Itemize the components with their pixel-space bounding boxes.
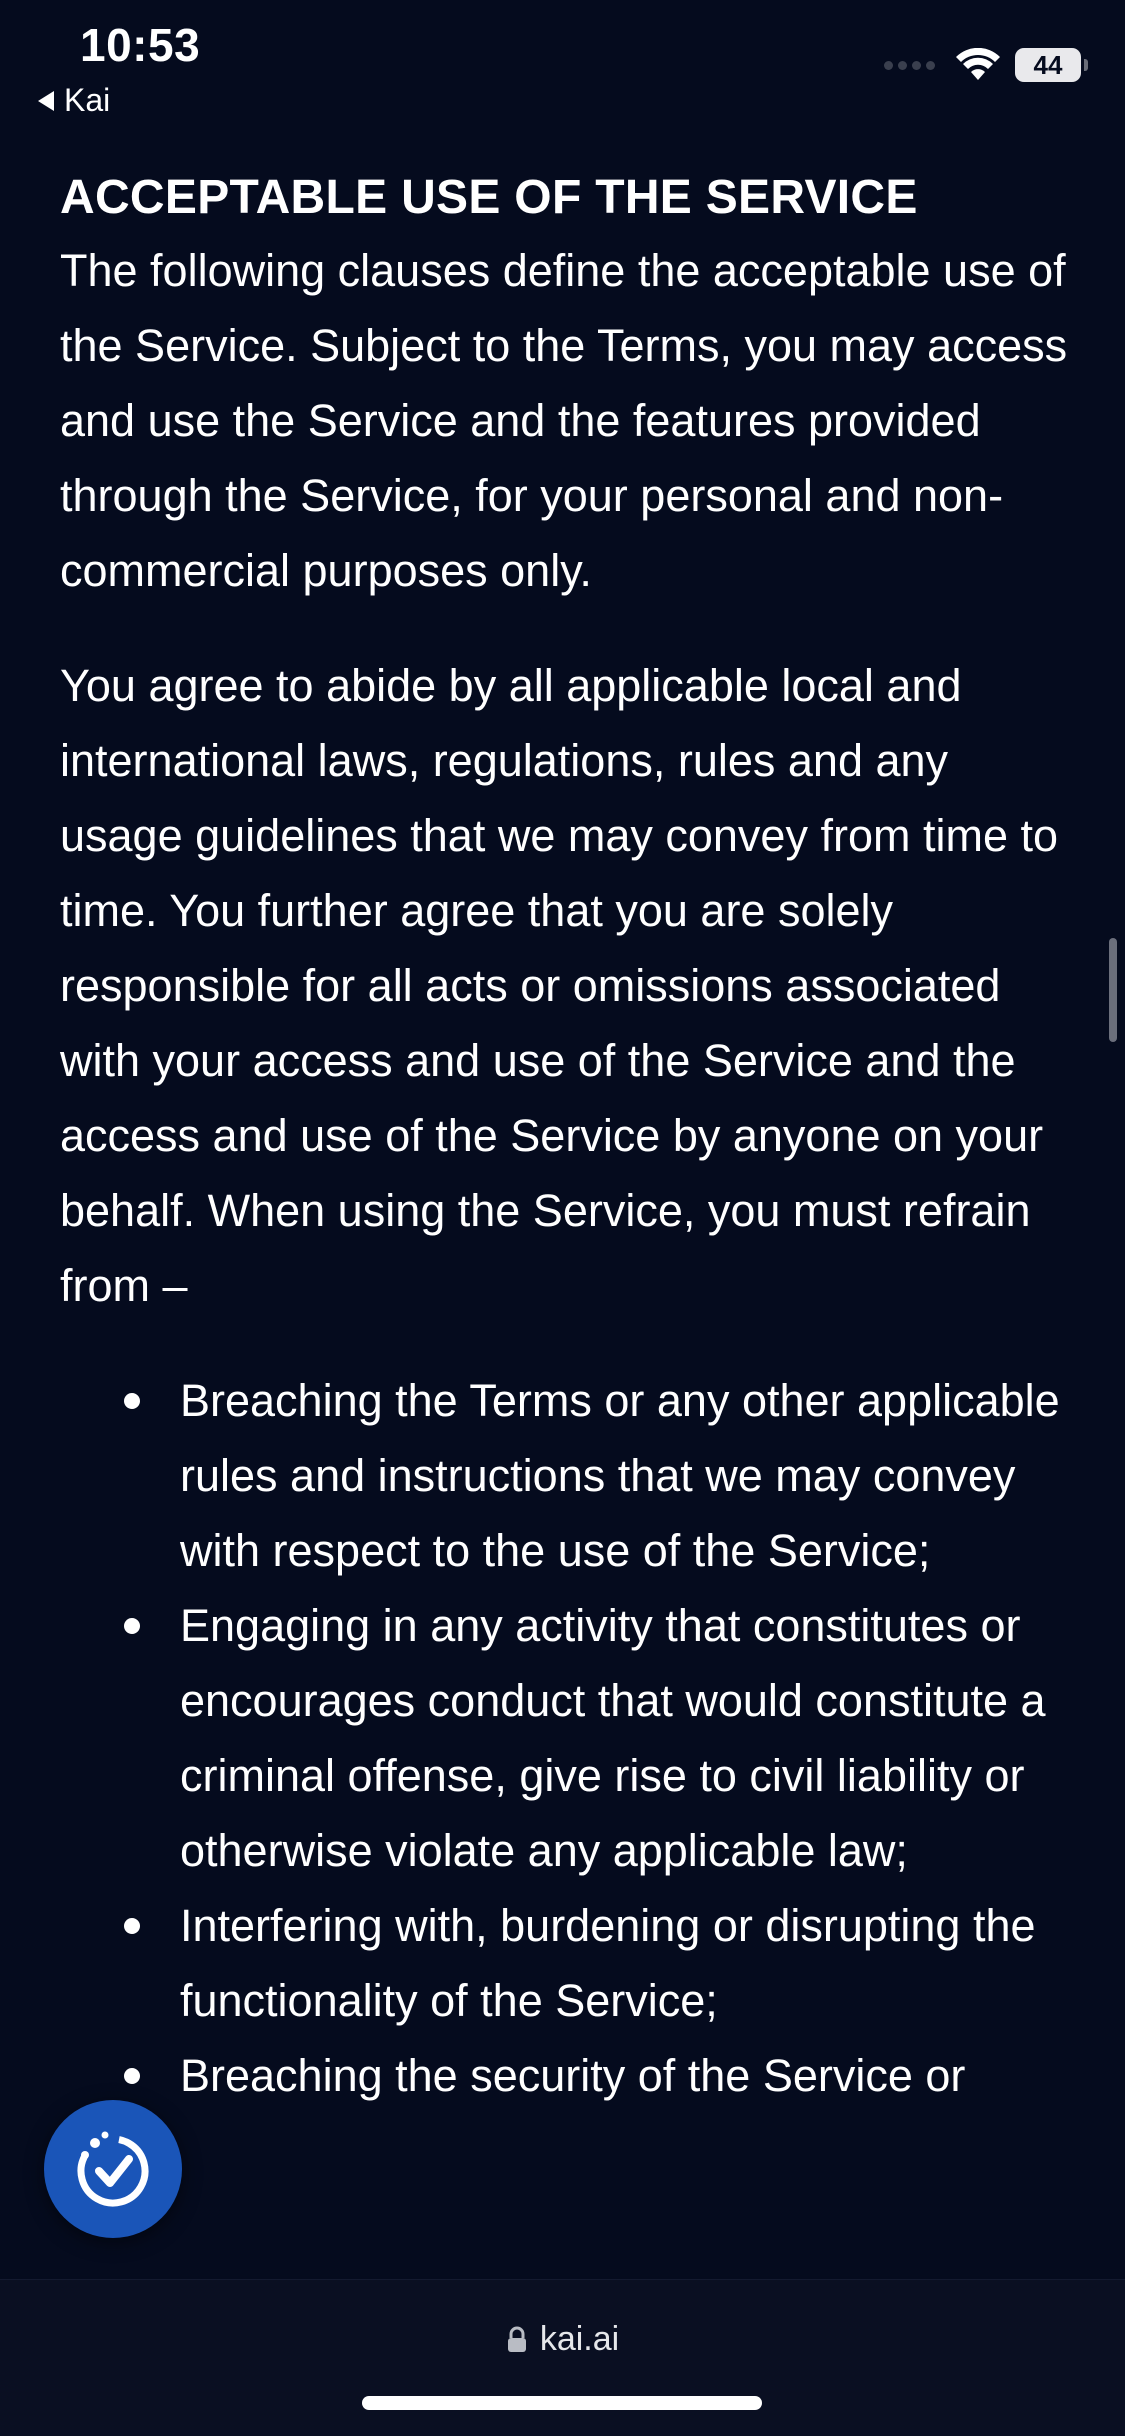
lock-icon: [506, 2326, 528, 2354]
browser-bottom-bar: [0, 2279, 1125, 2436]
list-item: Interfering with, burdening or disrupting the functionality of the Service;: [60, 1888, 1070, 2038]
clock: 10:53: [80, 19, 201, 71]
status-bar: [0, 0, 1125, 120]
back-app-label: Kai: [64, 82, 111, 118]
bullet-icon: [124, 1918, 140, 1934]
back-to-app-button[interactable]: [38, 82, 110, 119]
url-text: kai.ai: [539, 2320, 620, 2358]
bullet-icon: [124, 2068, 140, 2084]
accessibility-button[interactable]: [44, 2100, 182, 2238]
terms-content: [60, 170, 1070, 2113]
paragraph: You agree to abide by all applicable local and international laws, regulations, rules and any usage guidelines that we may convey from time to time. You further agree that you are solely responsible for all acts or omissions associated with your access and use of the Service and the access and use of the Service by anyone on your behalf. When using the Service, you must refrain from –: [60, 660, 1058, 1311]
paragraph: The following clauses define the acceptable use of the Service. Subject to the Terms, you may access and use the Service and the features provided through the Service, for your personal and non-commercial purposes only.: [60, 245, 1068, 596]
home-indicator[interactable]: [362, 2396, 762, 2410]
list-item: Breaching the security of the Service or: [60, 2038, 1070, 2113]
battery-indicator: 44: [1015, 48, 1081, 82]
scroll-indicator[interactable]: [1109, 938, 1117, 1042]
back-arrow-icon: [38, 91, 54, 111]
bullet-icon: [124, 1393, 140, 1409]
accessibility-icon: [65, 2121, 161, 2217]
status-indicators: [884, 48, 1081, 82]
wifi-icon: [955, 48, 1001, 82]
list-item: Breaching the Terms or any other applicable rules and instructions that we may convey with respect to the use of the Service;: [60, 1363, 1070, 1588]
bullet-icon: [124, 1618, 140, 1634]
section-title: ACCEPTABLE USE OF THE SERVICE: [60, 171, 918, 224]
bullet-list: [60, 1363, 1070, 2113]
address-bar[interactable]: [0, 2320, 1125, 2359]
cellular-signal-icon: [884, 61, 935, 70]
list-item: Engaging in any activity that constitutes or encourages conduct that would constitute a criminal offense, give rise to civil liability or otherwise violate any applicable law;: [60, 1588, 1070, 1888]
